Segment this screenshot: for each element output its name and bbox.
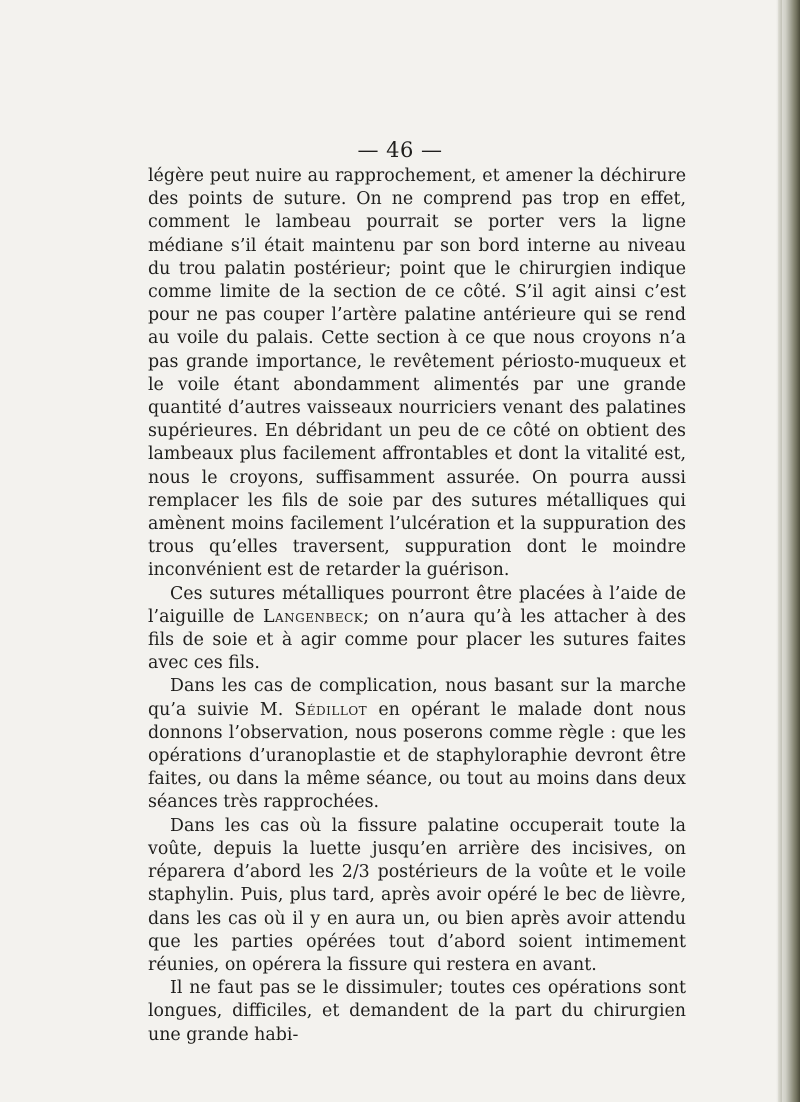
page-body-text [148,165,686,1047]
text-segment: légère peut nuire au rapprochement, et amener la déchirure des points de suture. On ne comprend pas trop en effet, comment le lambeau pourrait se porter vers la ligne médiane s’il était maintenu par son bord interne au niveau du trou palatin postérieur; point que le chirurgien indique comme limite de la section de ce côté. S’il agit ainsi c’est pour ne pas couper l’artère palatine antérieure qui se rend au voile du palais. Cette section à ce que nous croyons n’a pas grande importance, le revêtement périosto-muqueux et le voile étant abondamment alimentés par une grande quantité d’autres vaisseaux nourriciers venant des palatines supérieures. En débridant un peu de ce côté on obtient des lambeaux plus facilement affrontables et dont la vitalité est, nous le croyons, suffisamment assurée. On pourra aussi remplacer les fils de soie par des sutures métalliques qui amènent moins facilement l’ulcération et la suppuration des trous qu’elles traversent, suppuration dont le moindre inconvénient est de retarder la guérison. [148,166,686,581]
text-segment: ; on n’aura qu’à les attacher à des fils de soie et à agir comme pour placer les sutures faites avec ces fils. [148,606,686,674]
author-name-langenbeck: Langenbeck [262,606,364,627]
page-number-header: — 46 — [357,138,443,162]
paragraph [148,977,686,1047]
page-edge-shadow [776,0,782,1102]
text-segment: Ces sutures métalliques pourront être placées à l’aide de l’aiguille de [148,583,686,627]
paragraph [148,583,686,676]
author-name-sedillot: Sédillot [294,699,368,720]
text-segment: en opérant le malade dont nous donnons l’observation, nous poserons comme règle : que les opérations d’uranoplastie et de staphyloraphie devront être faites, ou dans la même séance, ou tout au moins dans deux séances très rapprochées. [148,699,686,813]
text-segment: Dans les cas de complication, nous basant sur la marche qu’a suivie M. [148,676,686,720]
text-segment: Dans les cas où la fissure palatine occuperait toute la voûte, depuis la luette jusqu’en arrière des incisives, on réparera d’abord les 2/3 postérieurs de la voûte et le voile staphylin. Puis, plus tard, après avoir opéré le bec de lièvre, dans les cas où il y en aura un, ou bien après avoir attendu que les parties opérées tout d’abord soient intimement réunies, on opérera la fissure qui restera en avant. [148,815,686,975]
paragraph [148,675,686,814]
paragraph [148,815,686,977]
paragraph [148,165,686,583]
text-segment: Il ne faut pas se le dissimuler; toutes ces opérations sont longues, difficiles, et demandent de la part du chirurgien une grande habi- [148,978,686,1045]
